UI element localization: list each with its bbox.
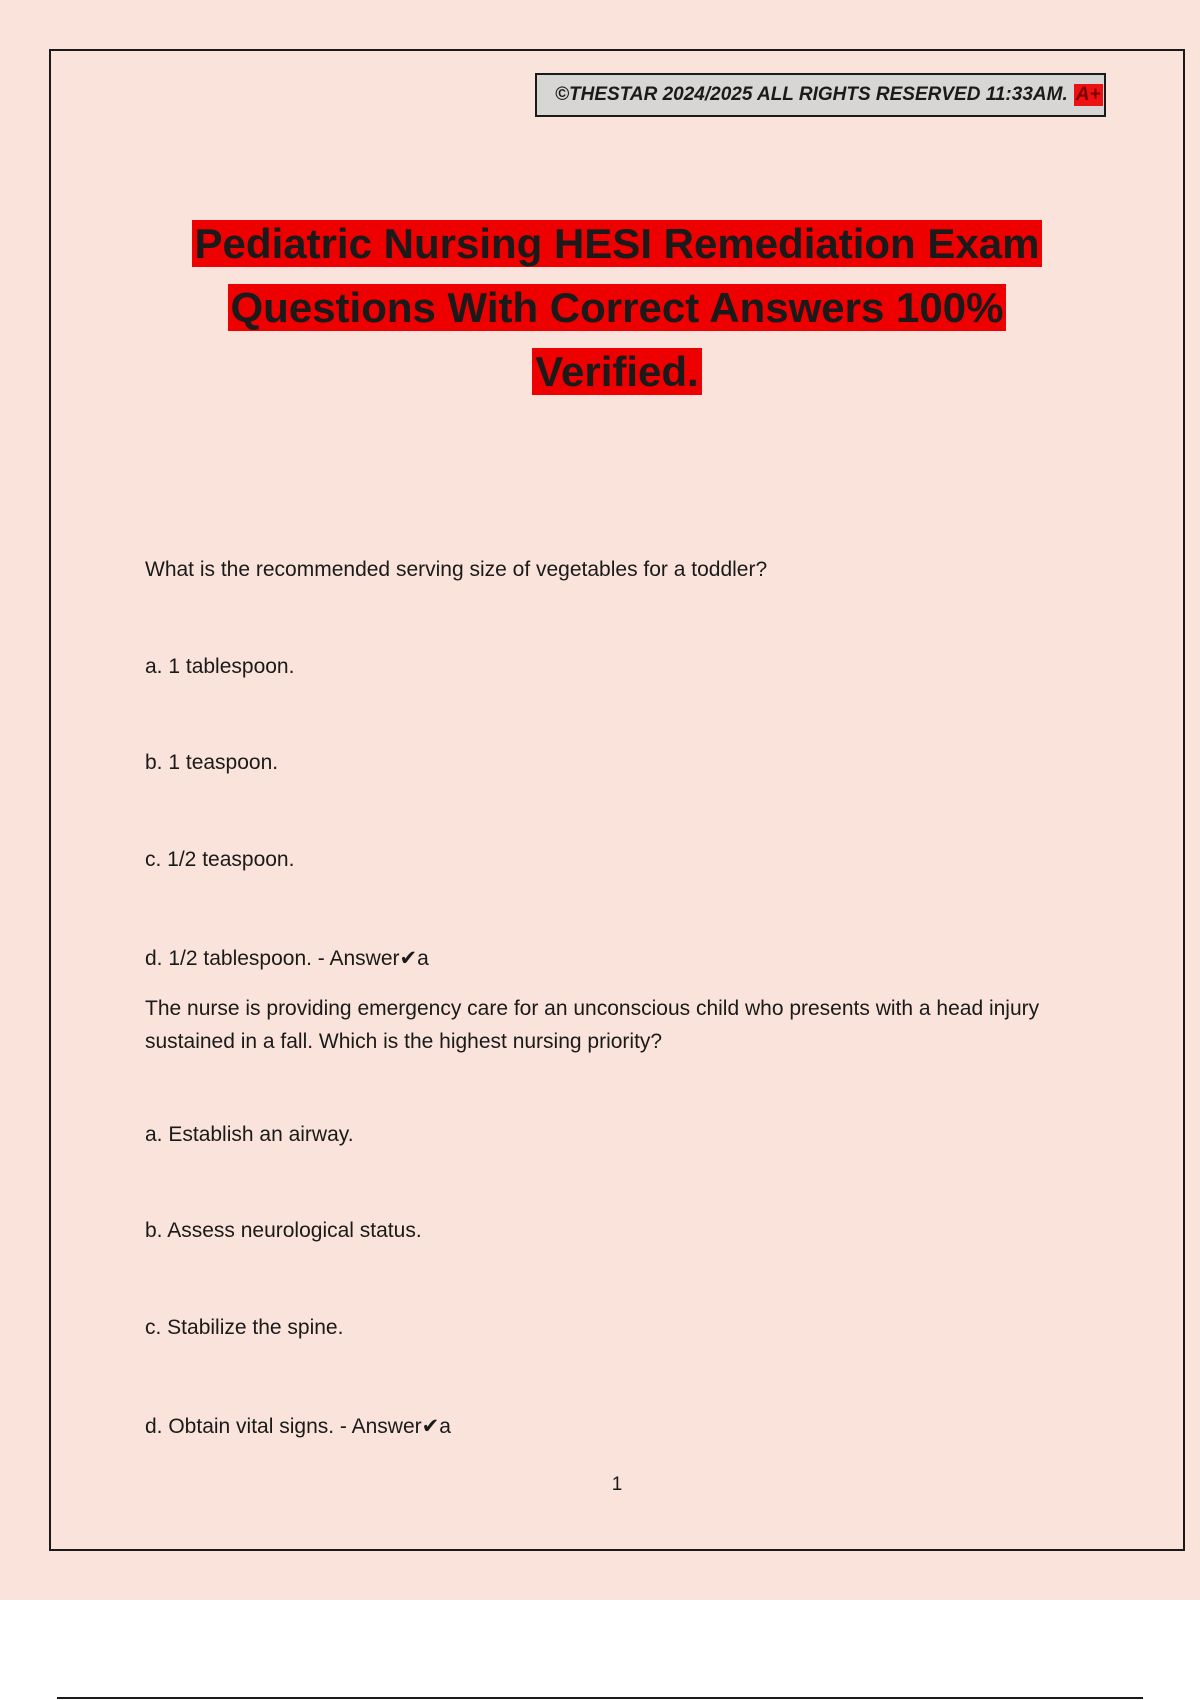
question-2-option-d: d. Obtain vital signs. - Answer✔a [145,1415,451,1438]
grade-badge: A+ [1075,84,1101,105]
title-line-3: Verified. [532,348,701,395]
question-2-option-b: b. Assess neurological status. [145,1219,422,1242]
question-2-option-a: a. Establish an airway. [145,1123,354,1146]
title-line-2: Questions With Correct Answers 100% [228,284,1007,331]
question-2-text: The nurse is providing emergency care for an unconscious child who presents with a head injury sustained in a fall. Which is the highest nursing priority? [145,997,1040,1053]
copyright-header [535,73,1106,117]
copyright-text: ©THESTAR 2024/2025 ALL RIGHTS RESERVED 11:33AM. [555,84,1068,105]
question-1-option-b: b. 1 teaspoon. [145,751,279,774]
title-line-1: Pediatric Nursing HESI Remediation Exam [192,220,1043,267]
next-page-rule [57,1697,1143,1699]
page-number: 1 [611,1474,623,1495]
question-1-option-d: d. 1/2 tablespoon. - Answer✔a [145,947,429,970]
question-1-option-c: c. 1/2 teaspoon. [145,848,295,871]
question-1-option-a: a. 1 tablespoon. [145,655,295,678]
question-1-text: What is the recommended serving size of vegetables for a toddler? [145,558,768,581]
question-2-option-c: c. Stabilize the spine. [145,1316,344,1339]
document-title [120,212,1114,404]
